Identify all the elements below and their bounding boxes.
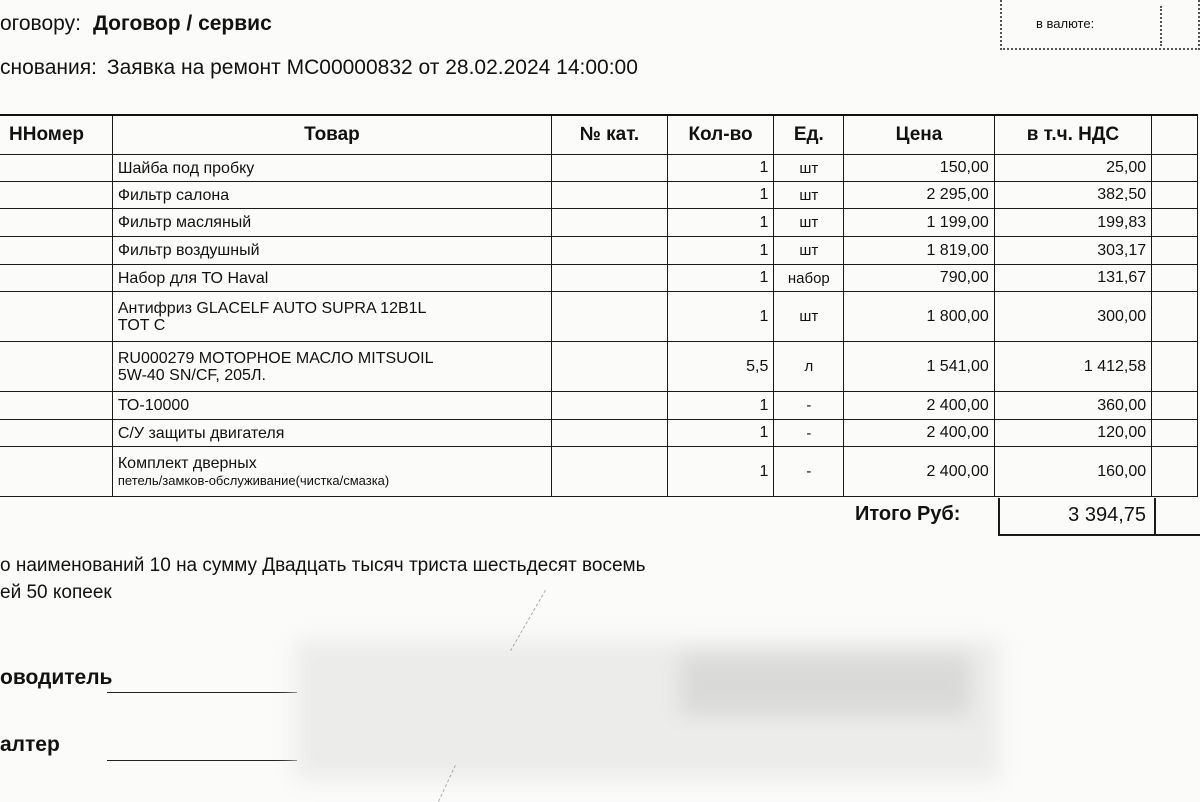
product-name-continued: TOT C <box>117 316 166 334</box>
row-number-cell <box>0 237 112 265</box>
product-name-continued: 5W-40 SN/CF, 205Л. <box>117 366 266 384</box>
vat-cell: 25,00 <box>994 155 1151 182</box>
quantity-cell: 1 <box>667 209 774 237</box>
column-header-price: Цена <box>844 115 994 155</box>
quantity-cell: 1 <box>667 155 774 182</box>
column-header-catalog: № кат. <box>552 115 668 155</box>
table-row <box>0 237 1198 265</box>
product-name: Комплект дверных <box>117 454 257 472</box>
director-signature-line <box>107 692 297 693</box>
basis-line <box>0 56 638 80</box>
goods-table <box>0 114 1198 497</box>
redacted-signature <box>680 655 970 715</box>
row-number-cell <box>0 265 112 292</box>
price-cell: 1 541,00 <box>844 342 994 392</box>
price-cell: 2 295,00 <box>844 182 994 209</box>
extra-cell <box>1152 420 1198 447</box>
unit-cell: л <box>774 342 844 392</box>
row-number-cell <box>0 342 112 392</box>
contract-value: Договор / сервис <box>92 12 272 35</box>
table-row <box>0 392 1198 420</box>
price-cell: 1 199,00 <box>844 209 994 237</box>
unit-cell: набор <box>774 265 844 292</box>
catalog-cell <box>552 447 668 497</box>
catalog-cell <box>552 265 668 292</box>
row-number-cell <box>0 447 112 497</box>
extra-cell <box>1152 392 1198 420</box>
row-number-cell <box>0 420 112 447</box>
product-name-cell <box>112 420 551 447</box>
total-label: Итого Руб: <box>855 503 961 525</box>
product-name: ТО-10000 <box>117 397 190 414</box>
catalog-cell <box>552 292 668 342</box>
price-cell: 2 400,00 <box>844 447 994 497</box>
price-cell: 1 819,00 <box>844 237 994 265</box>
catalog-cell <box>552 342 668 392</box>
price-cell: 790,00 <box>844 265 994 292</box>
product-name: Набор для ТО Haval <box>117 269 269 287</box>
basis-value: Заявка на ремонт МС00000832 от 28.02.2024 14:00:00 <box>106 56 638 79</box>
table-row <box>0 420 1198 447</box>
vat-cell: 131,67 <box>994 265 1151 292</box>
vat-cell: 160,00 <box>994 447 1151 497</box>
extra-cell <box>1152 237 1198 265</box>
row-number-cell <box>0 209 112 237</box>
accountant-signature-line <box>107 760 297 761</box>
unit-cell: шт <box>774 182 844 209</box>
product-name: Фильтр воздушный <box>117 242 260 259</box>
extra-cell <box>1152 155 1198 182</box>
extra-cell <box>1152 292 1198 342</box>
product-name: RU000279 МОТОРНОЕ МАСЛО MITSUOIL <box>117 349 434 367</box>
quantity-cell: 1 <box>667 182 774 209</box>
product-name: Антифриз GLACELF AUTO SUPRA 12B1L <box>117 299 427 317</box>
product-name-cell <box>112 292 551 342</box>
price-cell: 2 400,00 <box>844 420 994 447</box>
column-header-extra <box>1152 115 1198 155</box>
contract-label: оговору: <box>0 12 81 35</box>
row-number-cell <box>0 292 112 342</box>
table-header-row <box>0 115 1198 155</box>
column-header-product: Товар <box>112 115 551 155</box>
catalog-cell <box>552 392 668 420</box>
unit-cell: шт <box>774 209 844 237</box>
catalog-cell <box>552 209 668 237</box>
row-number-cell <box>0 392 112 420</box>
table-row <box>0 292 1198 342</box>
quantity-cell: 5,5 <box>667 342 774 392</box>
basis-label: снования: <box>0 56 97 79</box>
extra-cell <box>1152 447 1198 497</box>
quantity-cell: 1 <box>667 237 774 265</box>
row-number-cell <box>0 182 112 209</box>
catalog-cell <box>552 420 668 447</box>
currency-value-cell <box>1160 6 1198 46</box>
quantity-cell: 1 <box>667 447 774 497</box>
product-name-cell <box>112 182 551 209</box>
vat-cell: 300,00 <box>994 292 1151 342</box>
unit-cell: - <box>774 420 844 447</box>
product-name: Шайба под пробку <box>117 159 255 177</box>
accountant-label: алтер <box>0 733 60 756</box>
column-header-vat: в т.ч. НДС <box>994 115 1151 155</box>
column-header-number: ННомер <box>0 115 112 155</box>
product-name: Фильтр салона <box>117 186 230 204</box>
vat-cell: 1 412,58 <box>994 342 1151 392</box>
total-value: 3 394,75 <box>998 498 1156 536</box>
quantity-cell: 1 <box>667 392 774 420</box>
director-label: оводитель <box>0 666 113 689</box>
product-name: С/У защиты двигателя <box>117 424 285 442</box>
unit-cell: шт <box>774 292 844 342</box>
catalog-cell <box>552 155 668 182</box>
contract-line <box>0 12 272 36</box>
currency-box <box>1000 0 1200 50</box>
extra-cell <box>1152 342 1198 392</box>
price-cell: 2 400,00 <box>844 392 994 420</box>
product-name-cell <box>112 209 551 237</box>
extra-cell <box>1152 265 1198 292</box>
unit-cell: - <box>774 392 844 420</box>
amount-in-words-line1: о наименований 10 на сумму Двадцать тысяч триста шестьдесят восемь <box>0 555 646 576</box>
table-row <box>0 182 1198 209</box>
table-row <box>0 209 1198 237</box>
product-name-cell <box>112 447 551 497</box>
catalog-cell <box>552 237 668 265</box>
total-extra-cell <box>1156 498 1200 536</box>
table-row <box>0 155 1198 182</box>
unit-cell: - <box>774 447 844 497</box>
price-cell: 150,00 <box>844 155 994 182</box>
table-row <box>0 342 1198 392</box>
column-header-unit: Ед. <box>774 115 844 155</box>
table-row <box>0 447 1198 497</box>
product-name-cell <box>112 155 551 182</box>
vat-cell: 382,50 <box>994 182 1151 209</box>
product-name-continued: петель/замков-обслуживание(чистка/смазка) <box>117 472 390 488</box>
row-number-cell <box>0 155 112 182</box>
price-cell: 1 800,00 <box>844 292 994 342</box>
unit-cell: шт <box>774 155 844 182</box>
vat-cell: 199,83 <box>994 209 1151 237</box>
product-name-cell <box>112 392 551 420</box>
vat-cell: 303,17 <box>994 237 1151 265</box>
extra-cell <box>1152 209 1198 237</box>
vat-cell: 120,00 <box>994 420 1151 447</box>
quantity-cell: 1 <box>667 292 774 342</box>
product-name: Фильтр масляный <box>117 214 252 231</box>
currency-label: в валюте: <box>1036 16 1095 31</box>
quantity-cell: 1 <box>667 265 774 292</box>
unit-cell: шт <box>774 237 844 265</box>
extra-cell <box>1152 182 1198 209</box>
product-name-cell <box>112 265 551 292</box>
amount-in-words-line2: ей 50 копеек <box>0 582 112 603</box>
table-row <box>0 265 1198 292</box>
column-header-quantity: Кол-во <box>667 115 774 155</box>
catalog-cell <box>552 182 668 209</box>
vat-cell: 360,00 <box>994 392 1151 420</box>
product-name-cell <box>112 237 551 265</box>
quantity-cell: 1 <box>667 420 774 447</box>
amount-in-words <box>0 552 645 606</box>
product-name-cell <box>112 342 551 392</box>
